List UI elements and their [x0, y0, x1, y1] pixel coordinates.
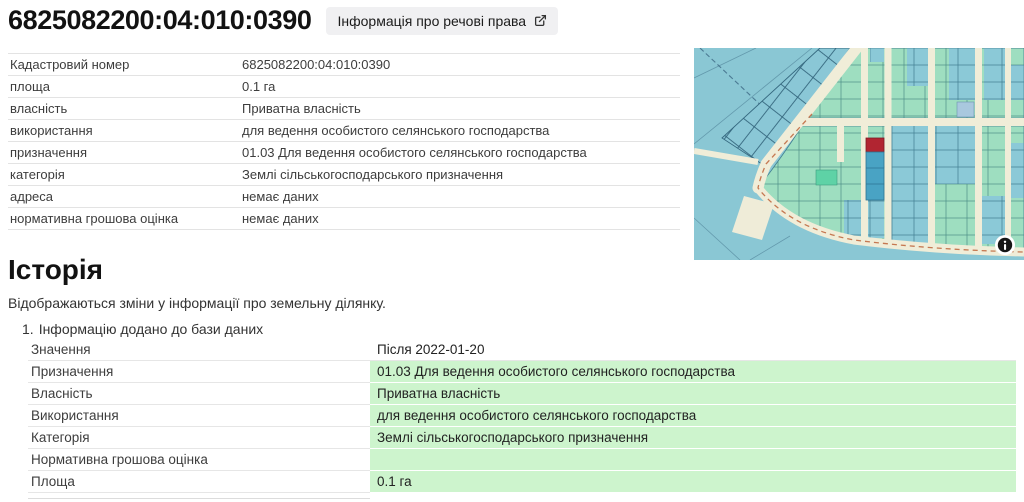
property-label: призначення: [8, 142, 240, 164]
selected-parcel[interactable]: [866, 152, 884, 200]
history-value-cell: Приватна власність: [370, 383, 1016, 405]
history-row-label: Використання: [28, 405, 370, 427]
history-header-value: Після 2022-01-20: [370, 339, 1016, 361]
property-label: Кадастровий номер: [8, 54, 240, 76]
property-row: [8, 120, 680, 142]
property-row: [8, 208, 680, 230]
property-row: [8, 76, 680, 98]
property-label: адреса: [8, 186, 240, 208]
history-row-label: Призначення: [28, 361, 370, 383]
cadastral-map[interactable]: [694, 48, 1024, 260]
next-row-divider: [28, 498, 370, 499]
property-value: 01.03 Для ведення особистого селянського господарства: [240, 142, 680, 164]
history-row: [28, 361, 1016, 383]
history-entry-title-row: [22, 322, 1016, 336]
property-row: [8, 142, 680, 164]
history-value-cell: 0.1 га: [370, 471, 1016, 493]
property-row: [8, 164, 680, 186]
property-row: [8, 186, 680, 208]
property-value: немає даних: [240, 186, 680, 208]
parcel-properties-table: [8, 53, 680, 230]
history-description: Відображаються зміни у інформації про земельну ділянку.: [8, 295, 386, 311]
property-value: 0.1 га: [240, 76, 680, 98]
history-section: [8, 253, 1016, 499]
property-value: Землі сільськогосподарського призначення: [240, 164, 680, 186]
property-rights-button[interactable]: [326, 7, 558, 35]
history-row-label: Категорія: [28, 427, 370, 449]
property-label: нормативна грошова оцінка: [8, 208, 240, 230]
history-row: [28, 427, 1016, 449]
history-row-label: Нормативна грошова оцінка: [28, 449, 370, 471]
property-value: 6825082200:04:010:0390: [240, 54, 680, 76]
property-row: [8, 98, 680, 120]
map-info-button[interactable]: [995, 235, 1015, 255]
history-header-row: [28, 339, 1016, 361]
page-header: [0, 0, 558, 36]
history-row: [28, 449, 1016, 471]
cadastral-map-svg: [694, 48, 1024, 260]
highlighted-parcel[interactable]: [866, 138, 884, 152]
history-value-cell: Землі сільськогосподарського призначення: [370, 427, 1016, 449]
cadastral-number-title: 6825082200:04:010:0390: [8, 5, 312, 35]
history-row: [28, 383, 1016, 405]
property-label: власність: [8, 98, 240, 120]
property-value: немає даних: [240, 208, 680, 230]
property-rights-button-label: Інформація про речові права: [337, 12, 527, 29]
property-row: [8, 54, 680, 76]
property-label: використання: [8, 120, 240, 142]
history-changes-table: [28, 339, 1016, 493]
history-row-label: Площа: [28, 471, 370, 493]
property-label: категорія: [8, 164, 240, 186]
history-value-cell: для ведення особистого селянського господарства: [370, 405, 1016, 427]
external-link-icon: [534, 14, 547, 27]
history-row: [28, 471, 1016, 493]
history-row: [28, 405, 1016, 427]
history-row-label: Власність: [28, 383, 370, 405]
property-label: площа: [8, 76, 240, 98]
history-entry-index: 1.: [22, 321, 34, 337]
history-heading: Історія: [8, 254, 104, 285]
history-value-cell: 01.03 Для ведення особистого селянського господарства: [370, 361, 1016, 383]
history-value-cell: [370, 449, 1016, 471]
history-entry-title: Інформацію додано до бази даних: [38, 321, 264, 337]
history-header-label: Значення: [28, 339, 370, 361]
property-value: для ведення особистого селянського господарства: [240, 120, 680, 142]
map-street-notch: [837, 126, 844, 162]
property-value: Приватна власність: [240, 98, 680, 120]
